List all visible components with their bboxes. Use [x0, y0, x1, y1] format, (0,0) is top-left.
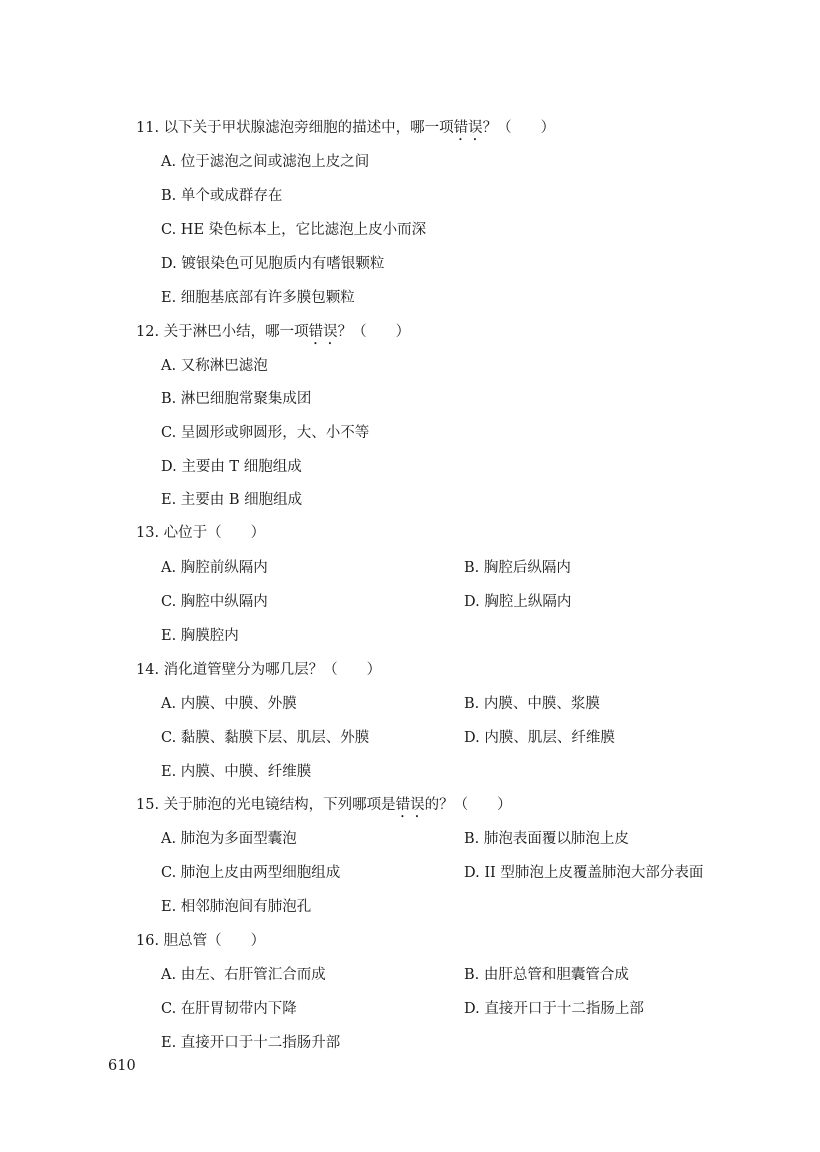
question-15-stem — [136, 793, 512, 821]
question-12-stem — [136, 320, 410, 348]
question-12-stem-text: 12. 关于淋巴小结，哪一项 — [136, 324, 309, 340]
question-12-option-c: C. 呈圆形或卵圆形，大、小不等 — [161, 425, 370, 441]
question-15-option-b: B. 肺泡表面覆以肺泡上皮 — [464, 831, 629, 847]
question-16-option-d: D. 直接开口于十二指肠上部 — [464, 1001, 644, 1017]
question-14-option-c: C. 黏膜、黏膜下层、肌层、外膜 — [161, 730, 370, 746]
question-14-option-e: E. 内膜、中膜、纤维膜 — [161, 764, 312, 780]
question-14-option-a: A. 内膜、中膜、外膜 — [161, 696, 297, 712]
question-12-stem-end: ？（ ） — [337, 324, 411, 340]
question-12-option-a: A. 又称淋巴滤泡 — [161, 358, 268, 374]
question-15-option-c: C. 肺泡上皮由两型细胞组成 — [161, 865, 341, 881]
question-15-option-a: A. 肺泡为多面型囊泡 — [161, 831, 297, 847]
question-14-option-d: D. 内膜、肌层、纤维膜 — [464, 730, 615, 746]
question-12-option-e: E. 主要由 B 细胞组成 — [161, 492, 303, 508]
question-13-option-b: B. 胸腔后纵隔内 — [464, 560, 571, 576]
question-16-stem: 16. 胆总管（ ） — [136, 933, 266, 949]
question-11-emphasis: 错误 — [453, 120, 483, 136]
question-11-option-b: B. 单个或成群存在 — [161, 188, 283, 204]
question-16-option-c: C. 在肝胃韧带内下降 — [161, 1001, 297, 1017]
question-13-option-c: C. 胸腔中纵隔内 — [161, 594, 268, 610]
question-16-option-a: A. 由左、右肝管汇合而成 — [161, 967, 326, 983]
question-15-option-e: E. 相邻肺泡间有肺泡孔 — [161, 899, 312, 915]
question-12-option-d: D. 主要由 T 细胞组成 — [161, 459, 302, 475]
question-13-option-d: D. 胸腔上纵隔内 — [464, 594, 572, 610]
question-15-stem-text: 15. 关于肺泡的光电镜结构，下列哪项是 — [136, 797, 396, 813]
question-12-option-b: B. 淋巴细胞常聚集成团 — [161, 391, 312, 407]
question-11-option-e: E. 细胞基底部有许多膜包颗粒 — [161, 290, 355, 306]
question-13-option-a: A. 胸腔前纵隔内 — [161, 560, 268, 576]
question-11-stem — [136, 116, 555, 144]
question-11-option-c: C. HE 染色标本上，它比滤泡上皮小而深 — [161, 222, 427, 238]
question-16-option-e: E. 直接开口于十二指肠升部 — [161, 1035, 341, 1051]
question-15-emphasis: 错误 — [395, 797, 425, 813]
page-number: 610 — [108, 1058, 136, 1074]
question-12-emphasis: 错误 — [308, 324, 338, 340]
question-14-option-b: B. 内膜、中膜、浆膜 — [464, 696, 600, 712]
question-11-stem-end: ？（ ） — [482, 120, 556, 136]
question-11-option-d: D. 镀银染色可见胞质内有嗜银颗粒 — [161, 256, 385, 272]
question-15-option-d: D. II 型肺泡上皮覆盖肺泡大部分表面 — [464, 865, 704, 881]
question-14-stem: 14. 消化道管壁分为哪几层？（ ） — [136, 662, 382, 678]
question-16-option-b: B. 由肝总管和胆囊管合成 — [464, 967, 629, 983]
question-15-stem-end: 的？（ ） — [424, 797, 512, 813]
question-13-option-e: E. 胸膜腔内 — [161, 628, 239, 644]
question-13-stem: 13. 心位于（ ） — [136, 525, 266, 541]
question-11-stem-text: 11. 以下关于甲状腺滤泡旁细胞的描述中，哪一项 — [136, 120, 454, 136]
question-11-option-a: A. 位于滤泡之间或滤泡上皮之间 — [161, 154, 370, 170]
